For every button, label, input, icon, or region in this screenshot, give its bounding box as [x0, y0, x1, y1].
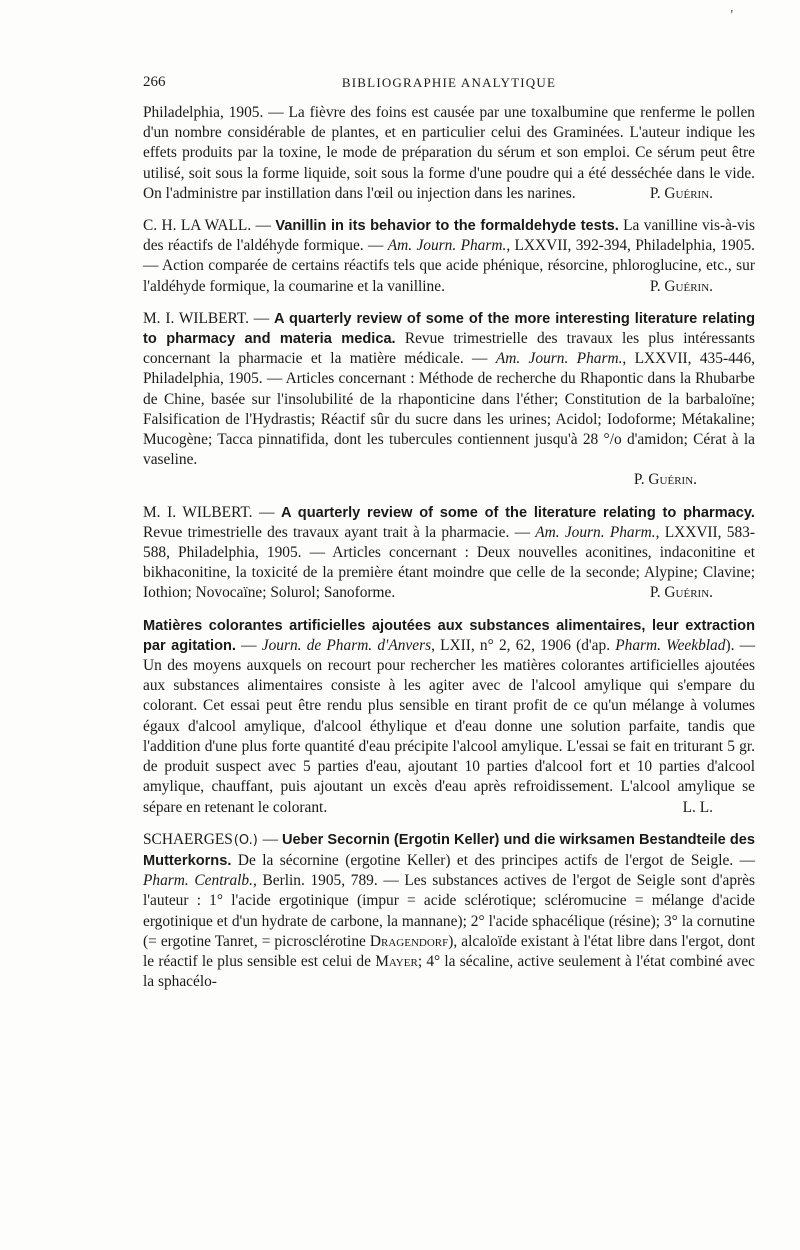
- entry-signature: L. L.: [682, 798, 713, 816]
- person-name: Dragendorf: [369, 932, 449, 950]
- page-number: 266: [143, 74, 166, 90]
- journal-name: Pharm. Weekblad: [615, 636, 726, 654]
- bibliography-entries: [143, 103, 755, 992]
- entry-text: , LXII, n° 2, 62, 1906 (d'ap.: [431, 636, 616, 654]
- entry-signature: P. Guérin.: [649, 184, 713, 202]
- entry-text: , LXXVII, 435-446, Philadelphia, 1905. — Articles concernant : Méthode de recherche du Rhapontic dans la Rhubarbe de Chine, basée sur l'insolubilité de la rhaponticine dans l'éther; Constitution de la barbaloïne; Falsification de l'Hydrastis; Réactif sûr du sucre dans les urines; Acidol; Iodoforme; Métakaline; Mucogène; Tacca pinnatifida, dont les tubercules contiennent jusqu'à 28 °/o d'amidon; Cérat à la vaseline.: [143, 350, 755, 469]
- corner-mark: ': [730, 8, 733, 23]
- journal-name: Journ. de Pharm. d'Anvers: [261, 636, 432, 654]
- entry-title: Matières colorantes artificielles ajoutées aux substances alimentaires, leur extraction par agitation.: [143, 617, 755, 654]
- handwritten-annotation: (O.): [233, 832, 258, 848]
- entry-text: , Berlin. 1905, 789. — Les substances actives de l'ergot de Seigle sont d'après l'auteur : 1° l'acide ergotinique (impur = acide sclérotique; scléromucine = mélange d'acide ergotinique et d'un hydrate de carbone, la mannane); 2° l'acide sphacélique (résine); 3° la cornutine (= ergotine Tanret, = picrosclérotine: [143, 872, 755, 950]
- entry-author: SCHAERGES: [143, 830, 233, 848]
- entry-text: ), alcaloïde existant à l'état libre dans l'ergot, dont le réactif le plus sensible est celui de: [143, 932, 755, 970]
- entry-text: ; 4° la sécaline, active seulement à l'état combiné avec la sphacélo-: [143, 952, 755, 991]
- entry-author: M. I. WILBERT. —: [143, 503, 282, 521]
- entry-signature: P. Guérin.: [649, 277, 713, 295]
- entry-matieres-colorantes: [143, 616, 755, 818]
- entry-text: De la sécornine (ergotine Keller) et des principes actifs de l'ergot de Seigle. —: [231, 851, 755, 869]
- journal-name: Am. Journ. Pharm.: [535, 523, 656, 541]
- entry-title: Vanillin in its behavior to the formaldehyde tests.: [275, 218, 619, 235]
- entry-title: Ueber Secornin (Ergotin Keller) und die wirksamen Bestandteile des Mutterkorns.: [143, 831, 755, 869]
- entry-text: , LXXVII, 392-394, Philadelphia, 1905. — Action comparée de certains réactifs tels que acide phénique, résorcine, phloroglucine, etc., sur l'aldéhyde formique, la coumarine et la vanilline.: [143, 237, 755, 295]
- entry-text: —: [235, 636, 262, 654]
- page-header: [143, 74, 755, 96]
- entry-signature: P. Guérin.: [649, 584, 713, 602]
- entry-wilbert-2: [143, 503, 755, 604]
- entry-text: La vanilline vis-à-vis des réactifs de l'aldéhyde formique. —: [143, 217, 755, 255]
- entry-text: ). — Un des moyens auxquels on recourt pour rechercher les matières colorantes artificielles ajoutées aux substances alimentaires consiste à les agiter avec de l'alcool amylique qui s'empare du colorant. Cet essai peut être rendu plus sensible en tirant profit de ce qu'un mélange à volumes égaux d'alcool amylique, d'alcool éthylique et d'eau donne une solution parfaite, tandis que l'addition d'une plus forte quantité d'eau précipite l'alcool amylique. L'essai se fait en triturant 5 gr. de produit suspect avec 5 parties d'eau, ajoutant 10 parties d'alcool fort et 10 parties d'alcool amylique, chauffant, puis ajoutant un excès d'eau après refroidissement. L'alcool amylique se sépare en retenant le colorant.: [143, 636, 756, 816]
- entry-text: Revue trimestrielle des travaux les plus intéressants concernant la pharmacie et la matière médicale. —: [143, 330, 756, 368]
- entry-author: M. I. WILBERT. —: [143, 309, 274, 327]
- entry-author: C. H. LA WALL. —: [143, 217, 276, 235]
- entry-hay-fever: [143, 103, 755, 204]
- entry-title: A quarterly review of some of the literature relating to pharmacy.: [281, 504, 755, 521]
- entry-schaerges: [143, 830, 755, 993]
- journal-name: Am. Journ. Pharm.: [387, 237, 507, 255]
- entry-title: A quarterly review of some of the more interesting literature relating to pharmacy and materia medica.: [143, 310, 755, 348]
- entry-text: Revue trimestrielle des travaux ayant trait à la pharmacie. —: [143, 523, 536, 541]
- entry-text: , LXXVII, 583-588, Philadelphia, 1905. — Articles concernant : Deux nouvelles aconitines, indaconitine et bikhaconitine, la toxicité de la première étant moindre que celle de la seconde; Alypine; Clavine; Iothion; Novocaïne; Solurol; Sanoforme.: [143, 523, 755, 602]
- person-name: Mayer: [375, 952, 418, 970]
- entry-la-wall: [143, 216, 755, 297]
- entry-wilbert-1: [143, 309, 755, 491]
- entry-dash: —: [258, 830, 282, 848]
- journal-name: Pharm. Centralb.: [143, 872, 253, 890]
- running-head: BIBLIOGRAPHIE ANALYTIQUE: [341, 75, 557, 90]
- journal-name: Am. Journ. Pharm.: [495, 350, 623, 368]
- entry-signature: P. Guérin.: [633, 471, 697, 489]
- entry-text: Philadelphia, 1905. — La fièvre des foins est causée par une toxalbumine que renferme le pollen d'un nombre considérable de plantes, et en particulier celui des Graminées. L'auteur indique les effets produits par la toxine, le mode de préparation du sérum et son emploi. Ce sérum peut être utilisé, soit sous la forme liquide, soit sous la forme d'une poudre qui a été desséchée dans le vide. On l'administre par instillation dans l'œil ou injection dans les narines.: [143, 104, 755, 202]
